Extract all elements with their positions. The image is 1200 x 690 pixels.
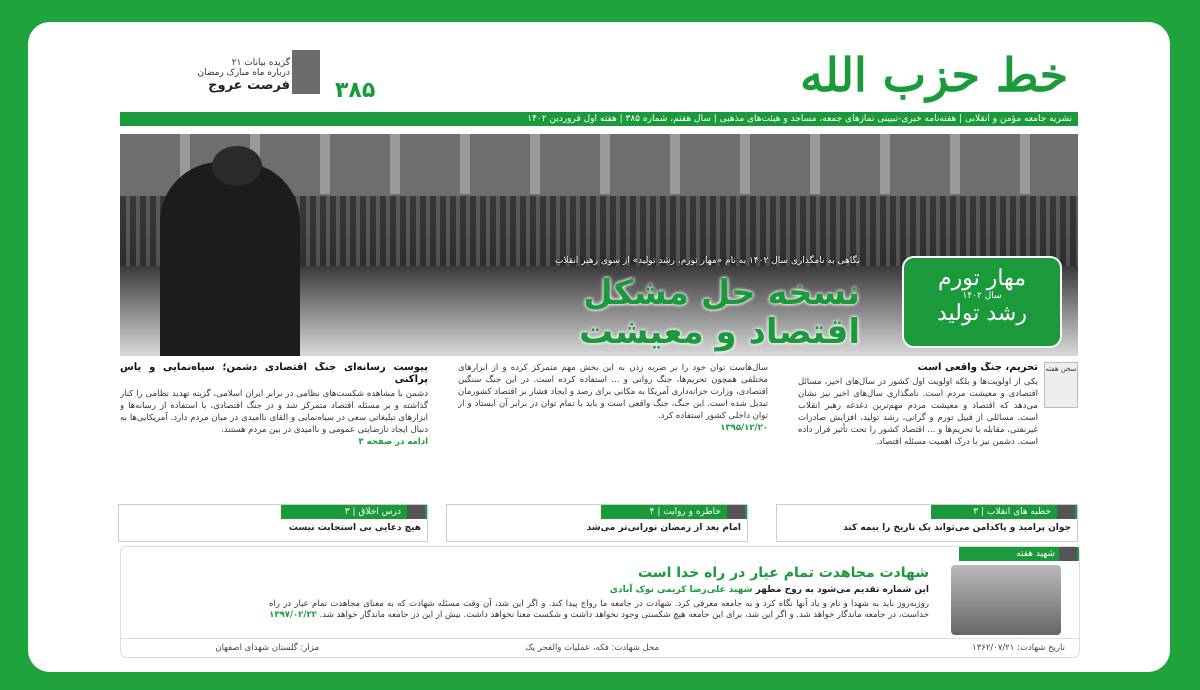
article-column-3 <box>120 362 428 502</box>
martyr-quote-date: ۱۳۹۷/۰۲/۲۲ <box>269 610 317 620</box>
badge-year: سال ۱۴۰۲ <box>962 291 1002 301</box>
topic-small: گزیده بیانات ۲۱ <box>231 58 290 68</box>
martyr-name: شهید علی‌رضا کریمی نوک آبادی <box>609 585 753 595</box>
martyr-icon <box>1059 547 1077 561</box>
weekly-speech-icon: سخن هفته <box>1044 362 1078 408</box>
badge-line-1: مهار تورم <box>938 266 1026 291</box>
martyr-place: محل شهادت: فکه، عملیات والفجر یک <box>525 643 659 653</box>
martyr-grave: مزار: گلستان شهدای اصفهان <box>215 643 319 653</box>
topic-small-2: درباره ماه مبارک رمضان <box>197 68 290 78</box>
hero-figure <box>160 162 300 356</box>
section-box-header: خاطره و روایت | ۴ <box>601 505 747 519</box>
section-box-sermons[interactable] <box>776 504 1078 542</box>
martyr-date: تاریخ شهادت: ۱۳۶۲/۰۷/۲۱ <box>972 643 1065 653</box>
article-columns <box>120 362 1078 502</box>
column-3-title: پیوست رسانه‌ای جنگ اقتصادی دشمن؛ سیاه‌نمایی و یأس پراکنی <box>120 362 428 385</box>
section-box-title: امام بعد از رمضان نورانی‌تر می‌شد <box>586 523 741 533</box>
newsletter <box>120 40 1078 660</box>
martyr-text: روزبه‌روز باید به شهدا و نام و یاد آنها نگاه کرد و به جامعه معرفی کرد. شهادت در جامعه ما رواج پیدا کند. و اگر این شد، آن وقت مسئله شهادت که به معنای مجاهدت تمام عیار در راه خداست، در جامعه ماندگار خواهد شد. و اگر این شد، برای این جامعه هیچ شکستی وجود نخواهد داشت و شکست معنا نخواهد داشت. بیش از این در جامعه ماندگار خواهد شد. ۱۳۹۷/۰۲/۲۲ <box>269 599 929 620</box>
intro-prefix: این شماره تقدیم می‌شود به روح مطهر <box>755 585 929 595</box>
section-boxes <box>120 504 1078 540</box>
article-column-2 <box>458 362 768 502</box>
hero-headline <box>420 274 860 352</box>
martyr-header: شهید هفته <box>959 547 1079 561</box>
section-box-memoir[interactable] <box>446 504 748 542</box>
section-box-title: جوان پرامید و پاکدامن می‌تواند یک تاریخ را بیمه کند <box>843 523 1071 533</box>
headline-line-1: نسخه حل مشکل <box>583 273 860 313</box>
martyr-footer <box>121 638 1079 657</box>
martyr-photo <box>951 565 1061 635</box>
logo: خط حزب الله <box>800 48 1068 102</box>
column-1-title: تحریم، جنگ واقعی است <box>917 362 1038 373</box>
article-column-1 <box>798 362 1078 502</box>
column-1-text: یکی از اولویت‌ها و بلکه اولویت اول کشور در سال‌های اخیر، مسائل اقتصادی و معیشت مردم است. نامگذاری سال‌های اخیر نیز نشان می‌دهد که اقتصاد و معیشت مردم مهم‌ترین دغدغه رهبر انقلاب است. مسائلی از قبیل تورم و گرانی، رشد تولید، افزایش صادرات غیرنفتی، مقابله با تحریم‌ها و ... اقتصاد کشور را تحت تأثیر قرار داده است. دشمن نیز با درک اهمیت مسئله اقتصاد. <box>798 377 1038 447</box>
badge-line-2: رشد تولید <box>937 301 1027 326</box>
ornament-icon <box>292 50 320 94</box>
ethics-icon <box>407 505 425 519</box>
section-box-ethics[interactable] <box>118 504 428 542</box>
page <box>28 22 1170 672</box>
martyr-of-week <box>120 546 1080 658</box>
hero-figure-head <box>212 146 262 186</box>
section-box-header: درس اخلاق | ۳ <box>281 505 427 519</box>
info-bar: نشریه جامعه مؤمن و انقلابی | هفته‌نامه خبری-تبیینی نمازهای جمعه، مساجد و هیئت‌های مذهبی | سال هفتم، شماره ۳۸۵ | هفته اول فروردین ۱۴۰۲ <box>120 112 1078 126</box>
topic-box <box>120 58 290 93</box>
continue-link[interactable]: ادامه در صفحه ۳ <box>358 437 428 447</box>
section-box-header: خطبه های انقلاب | ۳ <box>931 505 1077 519</box>
hero-caption: نگاهی به نامگذاری سال ۱۴۰۲ به نام «مهار تورم، رشد تولید» از سوی رهبر انقلاب <box>554 256 860 266</box>
martyr-intro <box>610 585 929 595</box>
martyr-title: شهادت مجاهدت تمام عیار در راه خدا است <box>638 565 929 581</box>
column-2-text: سال‌هاست توان خود را بر ضربه زدن به این بخش مهم متمرکز کرده و از ابزارهای مختلفی همچون تحریم‌ها، جنگ روانی و ... استفاده کرده است. در این جنگ سنگین اقتصادی، وزارت خزانه‌داری آمریکا به مکانی برای رصد و ایجاد فشار بر اقتصاد کشورمان تبدیل شده است. این جنگ، جنگ واقعی است و باید با تمام توان در برابر آن ایستاد و از توان داخلی کشور استفاده کرد. <box>458 363 768 421</box>
headline-line-2: اقتصاد و معیشت <box>578 312 860 353</box>
hero-photo <box>120 134 1078 356</box>
issue-number: ۳۸۵ <box>335 78 376 103</box>
section-box-title: هیچ دعایی بی استجابت نیست <box>288 523 421 533</box>
topic-big: فرصت عروج <box>208 78 290 93</box>
memoir-icon <box>727 505 745 519</box>
column-3-text: دشمن با مشاهده شکست‌های نظامی در برابر ایران اسلامی، گزینه تهدید نظامی را کنار گذاشته و بر مسئله اقتصاد متمرکز شد و در جنگ اقتصادی، با استفاده از رسانه‌ها و ابزارهای تبلیغاتی سعی در سیاه‌نمایی و القای ناامیدی در میان مردم دارد. آمریکایی‌ها به دنبال ایجاد نارضایتی عمومی و ناامیدی در بین مردم هستند. <box>120 389 428 435</box>
column-2-date: ۱۳۹۵/۱۲/۲۰ <box>720 423 768 433</box>
sermon-icon <box>1057 505 1075 519</box>
year-slogan-badge <box>902 256 1062 348</box>
masthead <box>120 40 1078 108</box>
